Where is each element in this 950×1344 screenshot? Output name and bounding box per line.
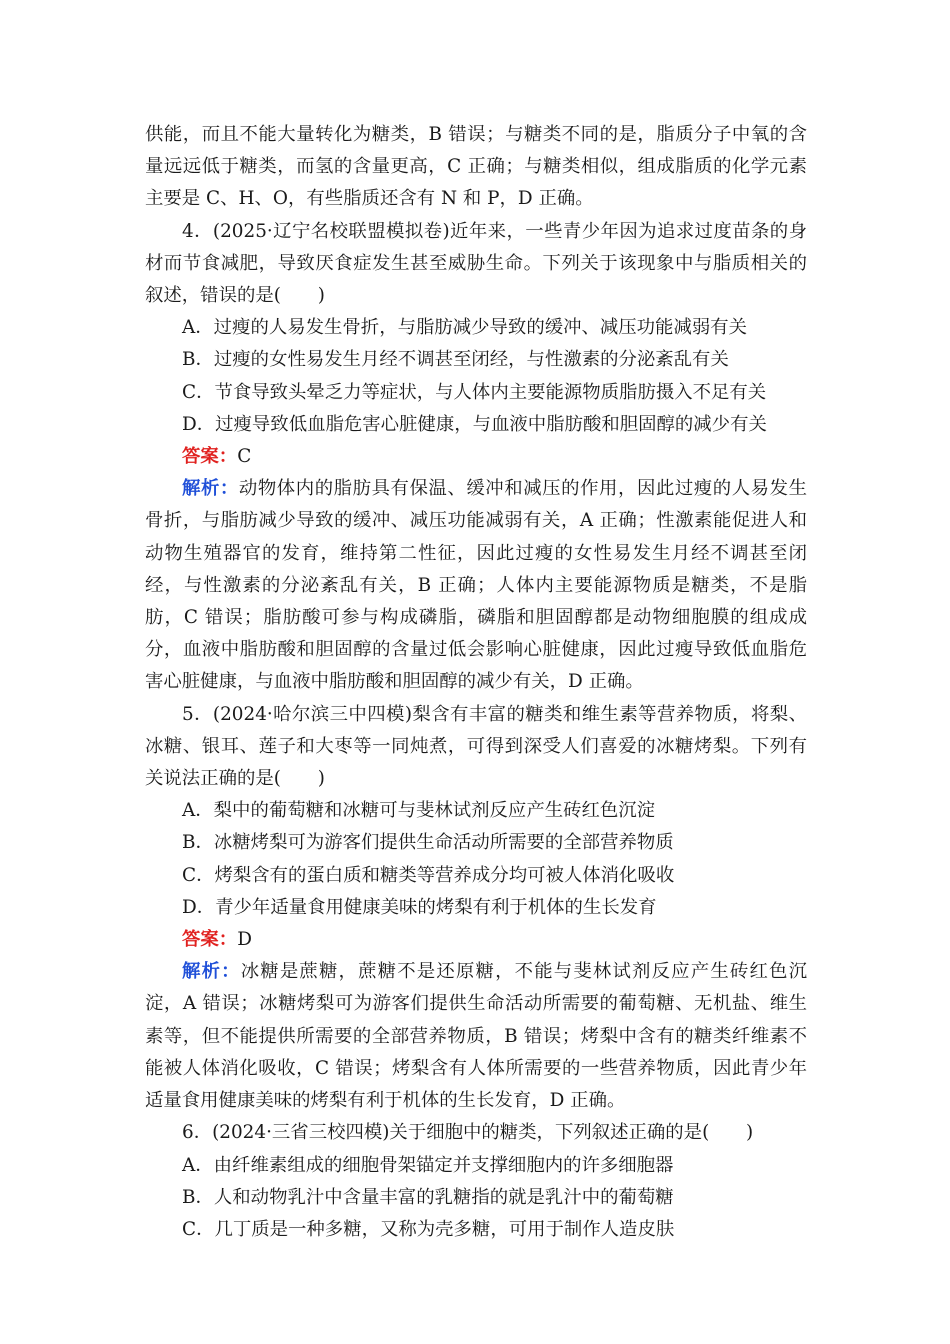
question-6-stem: 6．(2024·三省三校四模)关于细胞中的糖类，下列叙述正确的是( ) [182, 1122, 754, 1144]
analysis-label: 解析： [182, 961, 241, 983]
question-5-option-c: C．烤梨含有的蛋白质和糖类等营养成分均可被人体消化吸收 [182, 864, 675, 886]
question-5-option-d: D．青少年适量食用健康美味的烤梨有利于机体的生长发育 [182, 896, 657, 918]
analysis-text: 冰糖是蔗糖，蔗糖不是还原糖，不能与斐林试剂反应产生砖红色沉淀，A 错误；冰糖烤梨可为游客们提供生命活动所需要的葡萄糖、无机盐、维生素等，但不能提供所需要的全部营养物质，B 错误；烤梨中含有的糖类纤维素不能被人体消化吸收，C 错误；烤梨含有人体所需要的一些营养物质，因此青少年适量食用健康美味的烤梨有利于机体的生长发育，D 正确。 [145, 961, 807, 1112]
question-4-option-b: B．过瘦的女性易发生月经不调甚至闭经，与性激素的分泌紊乱有关 [182, 349, 729, 371]
question-4-analysis [145, 473, 807, 698]
previous-analysis-continuation: 供能，而且不能大量转化为糖类，B 错误；与糖类不同的是，脂质分子中氧的含量远远低于糖类，而氢的含量更高，C 正确；与糖类相似，组成脂质的化学元素主要是 C、H、O，有些脂质还含有 N 和 P，D 正确。 [145, 124, 807, 210]
analysis-label: 解析： [182, 478, 239, 500]
answer-value: D [237, 929, 252, 951]
question-4-option-a: A．过瘦的人易发生骨折，与脂肪减少导致的缓冲、减压功能减弱有关 [182, 317, 748, 339]
question-5-answer [145, 924, 807, 956]
question-6-option-b: B．人和动物乳汁中含量丰富的乳糖指的就是乳汁中的葡萄糖 [182, 1186, 674, 1208]
question-4-answer [145, 441, 807, 473]
question-6-option-a: A．由纤维素组成的细胞骨架锚定并支撑细胞内的许多细胞器 [182, 1154, 674, 1176]
question-4-option-d: D．过瘦导致低血脂危害心脏健康，与血液中脂肪酸和胆固醇的减少有关 [182, 413, 767, 435]
answer-label: 答案： [182, 446, 238, 468]
document-page [145, 119, 807, 1246]
question-5-option-a: A．梨中的葡萄糖和冰糖可与斐林试剂反应产生砖红色沉淀 [182, 800, 656, 822]
question-5-option-b: B．冰糖烤梨可为游客们提供生命活动所需要的全部营养物质 [182, 832, 674, 854]
question-6-option-c: C．几丁质是一种多糖，又称为壳多糖，可用于制作人造皮肤 [182, 1218, 675, 1240]
question-5-analysis [145, 956, 807, 1117]
question-4-stem: 4．(2025·辽宁名校联盟模拟卷)近年来，一些青少年因为追求过度苗条的身材而节食减肥，导致厌食症发生甚至威胁生命。下列关于该现象中与脂质相关的叙述，错误的是( ) [145, 220, 807, 307]
question-4-option-c: C．节食导致头晕乏力等症状，与人体内主要能源物质脂肪摄入不足有关 [182, 381, 767, 403]
answer-value: C [237, 446, 252, 468]
analysis-text: 动物体内的脂肪具有保温、缓冲和减压的作用，因此过瘦的人易发生骨折，与脂肪减少导致的缓冲、减压功能减弱有关，A 正确；性激素能促进人和动物生殖器官的发育，维持第二性征，因此过瘦的女性易发生月经不调甚至闭经，与性激素的分泌紊乱有关，B 正确；人体内主要能源物质是糖类，不是脂肪，C 错误；脂肪酸可参与构成磷脂，磷脂和胆固醇都是动物细胞膜的组成成分，血液中脂肪酸和胆固醇的含量过低会影响心脏健康，因此过瘦导致低血脂危害心脏健康，与血液中脂肪酸和胆固醇的减少有关，D 正确。 [145, 478, 807, 693]
question-5-stem: 5．(2024·哈尔滨三中四模)梨含有丰富的糖类和维生素等营养物质，将梨、冰糖、银耳、莲子和大枣等一同炖煮，可得到深受人们喜爱的冰糖烤梨。下列有关说法正确的是( ) [145, 703, 807, 790]
answer-label: 答案： [182, 929, 238, 951]
